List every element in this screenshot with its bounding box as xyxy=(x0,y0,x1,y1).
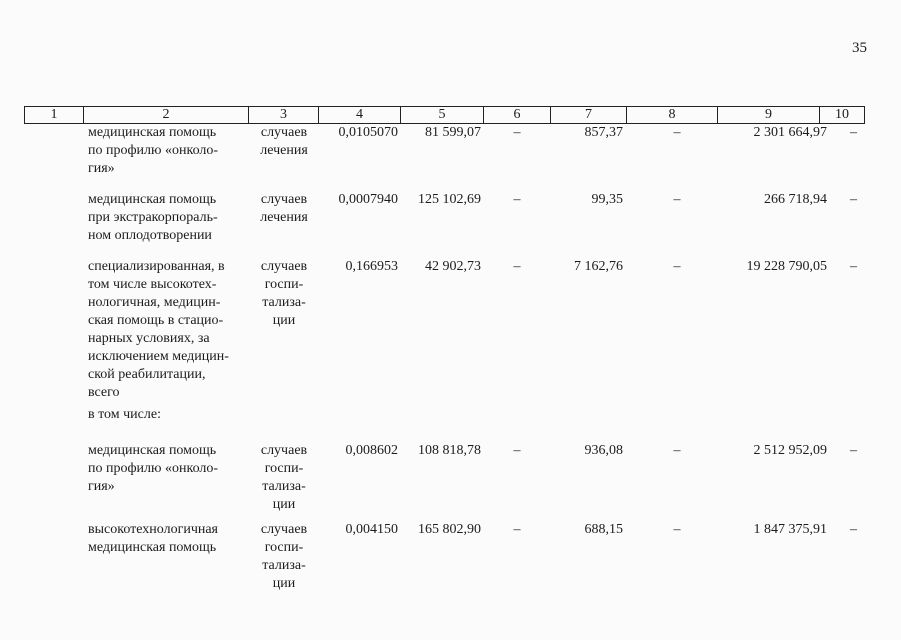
row-3-c8: – xyxy=(673,259,681,274)
row-1-c8: – xyxy=(673,125,681,140)
row-1-c7: 857,37 xyxy=(584,125,623,140)
row-6-c10: – xyxy=(850,522,857,537)
row-5-unit-line: тализа- xyxy=(262,479,306,494)
row-2-c9: 266 718,94 xyxy=(764,192,827,207)
row-3-c6: – xyxy=(513,259,521,274)
row-5-unit-line: госпи- xyxy=(264,461,304,476)
row-6-c4: 0,004150 xyxy=(345,522,398,537)
row-1-c10: – xyxy=(850,125,857,140)
header-col-9: 9 xyxy=(718,107,820,124)
row-1-unit-line: лечения xyxy=(260,143,308,158)
row-5-c10: – xyxy=(850,443,857,458)
row-3-desc-line: специализированная, в xyxy=(88,259,225,274)
row-3-unit-line: случаев xyxy=(260,259,308,274)
row-5-desc-line: гия» xyxy=(88,479,115,494)
header-col-10: 10 xyxy=(820,107,865,124)
row-6-c6: – xyxy=(513,522,521,537)
row-1-c6: – xyxy=(513,125,521,140)
row-2-desc-line: ном оплодотворении xyxy=(88,228,212,243)
row-5-c8: – xyxy=(673,443,681,458)
row-1-c4: 0,0105070 xyxy=(338,125,398,140)
row-3-c9: 19 228 790,05 xyxy=(746,259,827,274)
page-number: 35 xyxy=(852,40,867,56)
header-col-4: 4 xyxy=(319,107,401,124)
row-1-desc-line: по профилю «онколо- xyxy=(88,143,219,158)
row-6-desc-line: высокотехнологичная xyxy=(88,522,218,537)
row-6-c5: 165 802,90 xyxy=(418,522,481,537)
row-5-c7: 936,08 xyxy=(584,443,623,458)
row-3-desc-line: том числе высокотех- xyxy=(88,277,217,292)
row-5-desc-line: медицинская помощь xyxy=(88,443,217,458)
row-3-desc-line: нарных условиях, за xyxy=(88,331,210,346)
row-2-c6: – xyxy=(513,192,521,207)
row-5-c5: 108 818,78 xyxy=(418,443,481,458)
row-5-desc-line: по профилю «онколо- xyxy=(88,461,219,476)
row-3-c5: 42 902,73 xyxy=(425,259,481,274)
header-col-2: 2 xyxy=(84,107,249,124)
header-col-6: 6 xyxy=(484,107,551,124)
header-col-7: 7 xyxy=(551,107,627,124)
row-2-c7: 99,35 xyxy=(591,192,623,207)
row-3-desc-line: ская помощь в стацио- xyxy=(88,313,224,328)
header-col-8: 8 xyxy=(627,107,718,124)
row-1-desc-line: гия» xyxy=(88,161,115,176)
header-col-3: 3 xyxy=(249,107,319,124)
row-6-c9: 1 847 375,91 xyxy=(753,522,827,537)
row-6-desc-line: медицинская помощь xyxy=(88,540,217,555)
row-2-c8: – xyxy=(673,192,681,207)
header-col-5: 5 xyxy=(401,107,484,124)
row-3-c10: – xyxy=(850,259,857,274)
row-3-unit-line: госпи- xyxy=(264,277,304,292)
row-6-c8: – xyxy=(673,522,681,537)
header-col-1: 1 xyxy=(25,107,84,124)
row-6-unit-line: случаев xyxy=(260,522,308,537)
row-5-unit-line: ции xyxy=(272,497,296,512)
row-2-c10: – xyxy=(850,192,857,207)
row-3-unit-line: тализа- xyxy=(262,295,306,310)
row-3-c4: 0,166953 xyxy=(345,259,398,274)
row-4-desc-line: в том числе: xyxy=(88,407,161,422)
row-6-unit-line: тализа- xyxy=(262,558,306,573)
row-3-c7: 7 162,76 xyxy=(574,259,623,274)
row-3-unit-line: ции xyxy=(272,313,296,328)
row-5-unit-line: случаев xyxy=(260,443,308,458)
column-number-header xyxy=(24,106,865,124)
row-5-c4: 0,008602 xyxy=(345,443,398,458)
row-2-unit-line: случаев xyxy=(260,192,308,207)
row-2-c4: 0,0007940 xyxy=(338,192,398,207)
row-2-desc-line: при экстракорпораль- xyxy=(88,210,218,225)
row-2-desc-line: медицинская помощь xyxy=(88,192,217,207)
row-2-c5: 125 102,69 xyxy=(418,192,481,207)
row-5-c6: – xyxy=(513,443,521,458)
row-1-c9: 2 301 664,97 xyxy=(753,125,827,140)
row-3-desc-line: всего xyxy=(88,385,120,400)
row-1-c5: 81 599,07 xyxy=(425,125,481,140)
row-3-desc-line: ской реабилитации, xyxy=(88,367,206,382)
row-3-desc-line: исключением медицин- xyxy=(88,349,229,364)
row-5-c9: 2 512 952,09 xyxy=(753,443,827,458)
row-3-desc-line: нологичная, медицин- xyxy=(88,295,221,310)
row-6-c7: 688,15 xyxy=(584,522,623,537)
row-6-unit-line: ции xyxy=(272,576,296,591)
row-1-desc-line: медицинская помощь xyxy=(88,125,217,140)
row-1-unit-line: случаев xyxy=(260,125,308,140)
row-2-unit-line: лечения xyxy=(260,210,308,225)
row-6-unit-line: госпи- xyxy=(264,540,304,555)
